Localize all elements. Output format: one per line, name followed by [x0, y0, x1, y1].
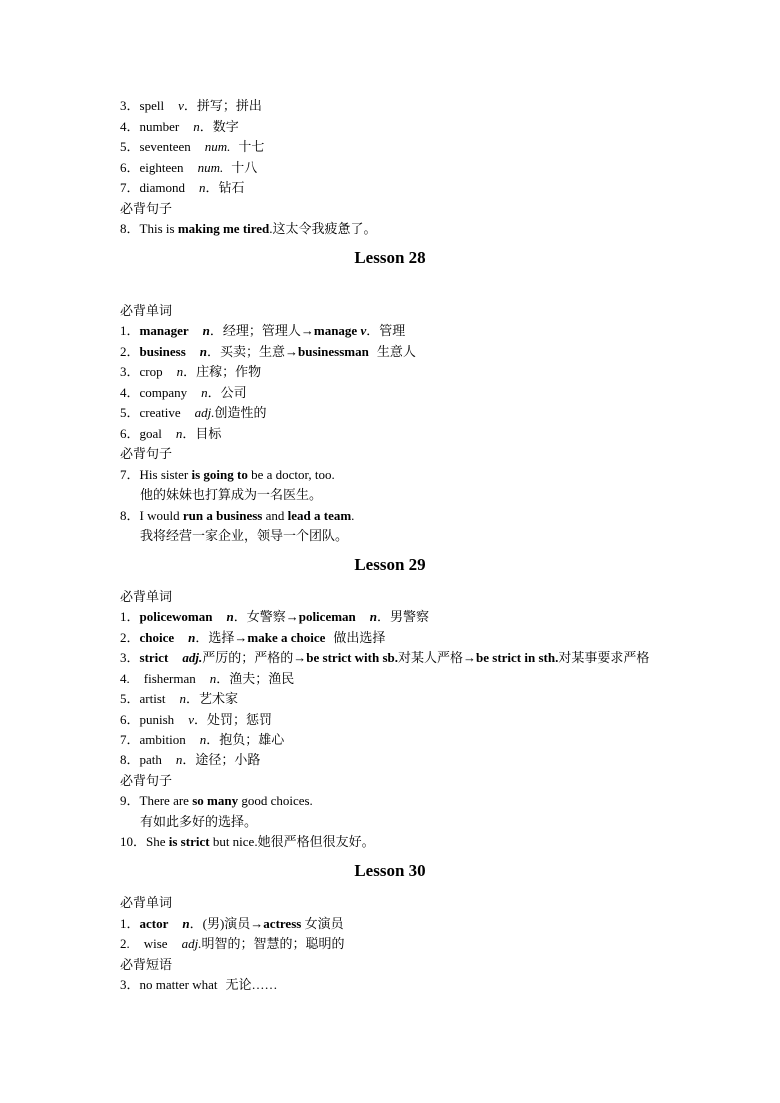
word-line-crop: 3．crop n．庄稼；作物 [120, 364, 262, 379]
sentence-line: 8．This is making me tired.这太令我疲惫了。 [120, 221, 377, 236]
word-line-choice: 2．choice n．选择→make a choice 做出选择 [120, 630, 386, 645]
word-line-path: 8．path n．途径；小路 [120, 752, 261, 767]
word-line-company: 4．company n．公司 [120, 385, 247, 400]
word-line-actor: 1．actor n．(男)演员→actress 女演员 [120, 916, 344, 931]
section-heading-phrases: 必背短语 [120, 957, 173, 972]
word-line-goal: 6．goal n．目标 [120, 426, 222, 441]
word-line-eighteen: 6．eighteen num. 十八 [120, 160, 258, 175]
section-heading-words: 必背单词 [120, 303, 173, 318]
phrase-line: 3．no matter what 无论…… [120, 977, 278, 992]
word-line-spell: 3．spell v．拼写；拼出 [120, 98, 262, 113]
word-line-diamond: 7．diamond n．钻石 [120, 180, 245, 195]
section-heading-words: 必背单词 [120, 895, 173, 910]
sentence-line: 7．His sister is going to be a doctor, too. [120, 467, 335, 482]
section-heading-sentences: 必背句子 [120, 201, 173, 216]
sentence-translation: 他的妹妹也打算成为一名医生。 [140, 487, 323, 502]
word-line-ambition: 7．ambition n．抱负；雄心 [120, 732, 285, 747]
section-heading-sentences: 必背句子 [120, 446, 173, 461]
word-line-creative: 5．creative adj.创造性的 [120, 405, 267, 420]
sentence-line: 9．There are so many good choices. [120, 793, 313, 808]
word-line-fisherman: 4. fisherman n．渔夫；渔民 [120, 671, 295, 686]
word-line-seventeen: 5．seventeen num. 十七 [120, 139, 265, 154]
sentence-line: 8．I would run a business and lead a team. [120, 508, 355, 523]
word-line-artist: 5．artist n．艺术家 [120, 691, 239, 706]
word-line-manager: 1．manager n．经理；管理人→manage v．管理 [120, 323, 406, 338]
sentence-line: 10．She is strict but nice.她很严格但很友好。 [120, 834, 375, 849]
section-heading-sentences: 必背句子 [120, 773, 173, 788]
lesson-title-28: Lesson 28 [354, 248, 426, 267]
sentence-translation: 有如此多好的选择。 [140, 814, 258, 829]
word-line-punish: 6．punish v．处罚；惩罚 [120, 712, 272, 727]
word-line-number: 4．number n．数字 [120, 119, 239, 134]
word-line-business: 2．business n．买卖；生意→businessman 生意人 [120, 344, 416, 359]
lesson-title-30: Lesson 30 [354, 861, 426, 880]
lesson-title-29: Lesson 29 [354, 555, 426, 574]
section-heading-words: 必背单词 [120, 589, 173, 604]
word-line-policewoman: 1．policewoman n．女警察→policeman n．男警察 [120, 609, 430, 624]
word-line-wise: 2. wise adj.明智的；智慧的；聪明的 [120, 936, 345, 951]
sentence-translation: 我将经营一家企业，领导一个团队。 [140, 528, 349, 543]
word-line-strict: 3．strict adj.严厉的；严格的→be strict with sb.对某人严格→be strict in sth.对某事要求严格 [120, 650, 650, 665]
